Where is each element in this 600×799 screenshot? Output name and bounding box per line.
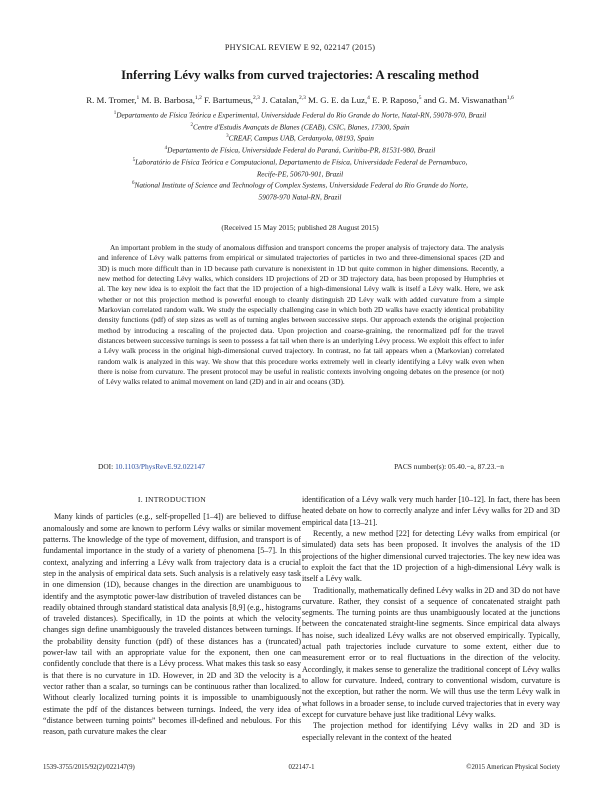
affiliation: $^3$CREAF, Campus UAB, Cerdanyola, 08193, Spain (226, 133, 374, 143)
paragraph: identification of a Lévy walk very much harder [10–12]. In fact, there has been heated debate on how to correctly analyze and infer Lévy walks for 2D and 3D empirical data [13–21]. (302, 495, 560, 527)
paragraph: Traditionally, mathematically defined Lévy walks in 2D and 3D do not have curvature. Rather, they consist of a sequence of concatenated straight path segments. The turning points are thus unambiguously located at the junctions between the concatenated straight-line segments. Since empirical data always has noise, such idealized Lévy walks are not observed empirically. Typically, actual path trajectories include curvature to some extent, either due to measurement error or to real fluctuations in the direction of the velocity. Accordingly, it makes sense to generalize the traditional concept of Lévy walks to allow for curvature. Indeed, contrary to conventional wisdom, curvature is not the exception, but rather the norm. We will thus use the term Lévy walk in what follows in a broader sense, to include curved trajectories that in every way except for curvature behave just like traditional Lévy walks. (302, 585, 560, 719)
affiliation: $^5$Laboratório de Física Teórica e Computacional, Departamento de Física, Universidade Federal de Pernambuco, (132, 157, 468, 167)
footer-issn: 1539-3755/2015/92(2)/022147(9) (43, 764, 135, 771)
author-list (40, 95, 560, 105)
section-heading: I. INTRODUCTION (137, 495, 207, 504)
footer-page-number: 022147-1 (288, 764, 315, 771)
doi-label: DOI: (98, 462, 114, 471)
paper-title: Inferring Lévy walks from curved trajectories: A rescaling method (121, 68, 479, 82)
left-column (43, 494, 301, 738)
affiliation: Recife-PE, 50670-901, Brazil (256, 169, 344, 179)
journal-header: PHYSICAL REVIEW E 92, 022147 (2015) (224, 43, 376, 52)
affiliation: $^1$Departamento de Física Teórica e Experimental, Universidade Federal do Rio Grande do Norte, Natal-RN, 59078-970, Brazil (113, 110, 487, 120)
right-column (302, 494, 560, 743)
author: and G. M. Viswanathan$^{1,6}$ (423, 95, 514, 105)
doi-link[interactable]: 10.1103/PhysRevE.92.022147 (115, 462, 205, 471)
paragraph: Many kinds of particles (e.g., self-propelled [1–4]) are believed to diffuse anomalously and some are known to perform Lévy walks or similar movement patterns. The knowledge of the type of movement, diffusion, and transport is of fundamental importance in the study of a variety of phenomena [5–7]. In this context, analyzing and inferring a Lévy walk from trajectory data is a crucial step in the analysis of empirical data sets. Such analysis is a relatively easy task in one dimension (1D), because changes in the direction are unambiguous to identify and the asymptotic power-law distribution of traveled distances can be readily obtained through standard statistical data analysis [8,9] (e.g., histograms of traveled distances). Specifically, in 1D the points at which the velocity changes sign define unambiguously the traveled distances between turnings. If the probability density function (pdf) of these distances has a (truncated) power-law tail with an appropriate value for the exponent, then one can confidently conclude that there is a Lévy process. What makes this task so easy is that there is no curvature in 1D. However, in 2D and 3D the velocity is a vector rather than a scalar, so turnings can be continuous rather than localized. Without clearly localized turning points it is impossible to unambiguously estimate the pdf of the distances between turnings. Indeed, the very idea of “distance between turning points” becomes ill-defined and nebulous. For this reason, path curvature makes the clear (43, 512, 301, 737)
author: M. B. Barbosa,$^{1,2}$ (141, 95, 202, 105)
affiliation-list (60, 109, 540, 203)
paragraph: Recently, a new method [22] for detecting Lévy walks from empirical (or simulated) data sets has been proposed. It involves the analysis of the 1D projections of the higher dimensional curved trajectories. The key new idea was to exploit the fact that the 1D projection of a high-dimensional Lévy walk is itself a Lévy walk. (302, 528, 560, 584)
affiliation: $^2$Centre d'Estudis Avançats de Blanes (CEAB), CSIC, Blanes, 17300, Spain (190, 122, 410, 132)
affiliation: $^4$Departamento de Física, Universidade Federal do Paraná, Curitiba-PR, 81531-980, Brazil (164, 145, 436, 155)
received-dates: (Received 15 May 2015; published 28 August 2015) (221, 223, 379, 232)
author: J. Catalan,$^{2,3}$ (262, 95, 306, 105)
footer-copyright: ©2015 American Physical Society (466, 764, 560, 771)
author: M. G. E. da Luz,$^4$ (308, 95, 370, 105)
doi-row (98, 462, 504, 471)
paragraph: The projection method for identifying Lévy walks in 2D and 3D is especially relevant in the context of the heated (302, 721, 560, 742)
pacs-numbers: PACS number(s): 05.40.−a, 87.23.−n (394, 462, 504, 471)
author: R. M. Tromer,$^1$ (86, 95, 140, 105)
abstract: An important problem in the study of anomalous diffusion and transport concerns the proper analysis of trajectory data. The analysis and inference of Lévy walk patterns from empirical or simulated trajectories of particles in two and three-dimensional spaces (2D and 3D) is much more difficult than in 1D because path curvature is nonexistent in 1D but quite common in higher dimensions. Recently, a new method for detecting Lévy walks, which considers 1D projections of 2D or 3D trajectory data, has been proposed by Humphries et al. The key new idea is to exploit the fact that the 1D projection of a high-dimensional Lévy walk is itself a Lévy walk. Here, we ask whether or not this projection method is powerful enough to cleanly distinguish 2D Lévy walk with added curvature from a simple Markovian correlated random walk. We study the especially challenging case in which both 2D walks have exactly identical probability density functions (pdf) of step sizes as well as of turning angles between successive steps. Our approach extends the original projection method by introducing a rescaling of the projected data. Upon projection and coarse-graining, the renormalized pdf for the travel distances between successive turnings is seen to possess a fat tail when there is an underlying Lévy process. We exploit this effect to infer a Lévy walk process in the original high-dimensional curved trajectory. In contrast, no fat tail appears when a (Markovian) correlated random walk is analyzed in this way. We show that this procedure works extremely well in clearly identifying a Lévy walk even when there is noise from curvature. The present protocol may be useful in realistic contexts involving ongoing debates on the presence (or not) of Lévy walks related to animal movement on land (2D) and in air and oceans (3D). (98, 243, 504, 387)
affiliation: $^6$National Institute of Science and Technology of Complex Systems, Universidade Federal do Rio Grande do Norte, (131, 180, 468, 190)
affiliation: 59078-970 Natal-RN, Brazil (258, 192, 342, 202)
author: E. P. Raposo,$^5$ (372, 95, 422, 105)
author: F. Bartumeus,$^{2,3}$ (204, 95, 260, 105)
